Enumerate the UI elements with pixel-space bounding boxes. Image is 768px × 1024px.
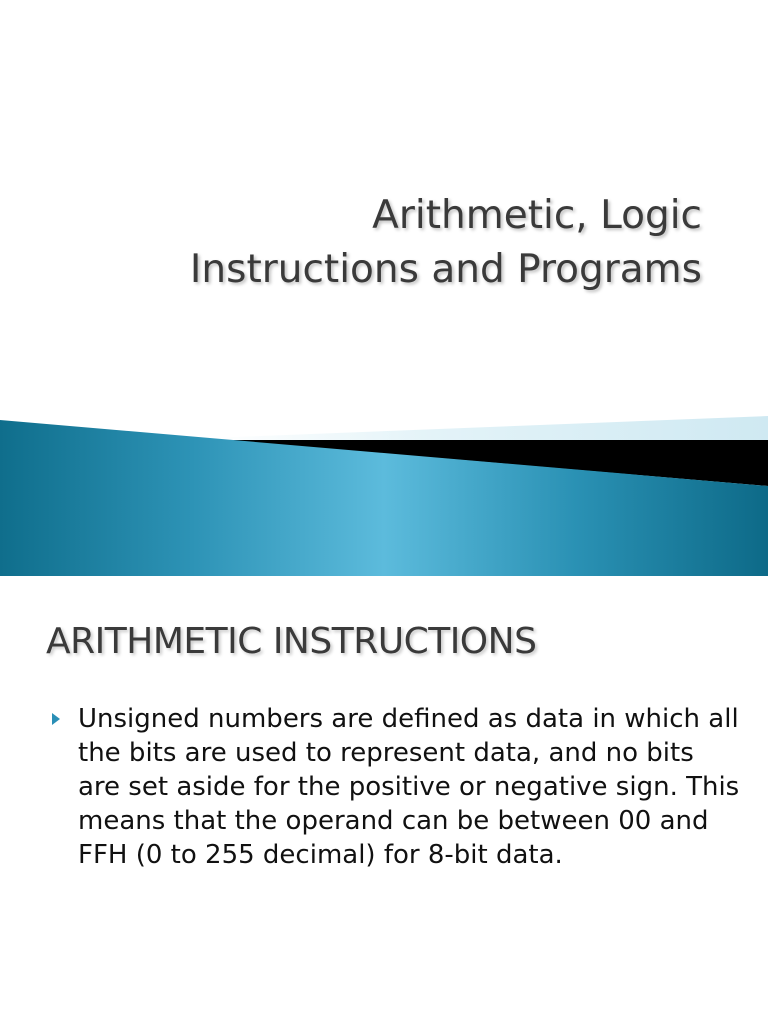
slide-title-line-2: Instructions and Programs (189, 247, 702, 292)
content-slide (0, 576, 768, 1024)
bullet-text: Unsigned numbers are defined as data in which all the bits are used to represent data, and no bits are set aside for the positive or negative sign. This means that the operand can be between 00 and FFH (0 to 255 decimal) for 8-bit data. (78, 704, 740, 870)
triangle-right-icon (52, 713, 60, 725)
slide-title-line-1: Arithmetic, Logic (372, 193, 702, 238)
pale-stripe (210, 416, 768, 440)
section-heading: ARITHMETIC INSTRUCTIONS (46, 621, 537, 662)
